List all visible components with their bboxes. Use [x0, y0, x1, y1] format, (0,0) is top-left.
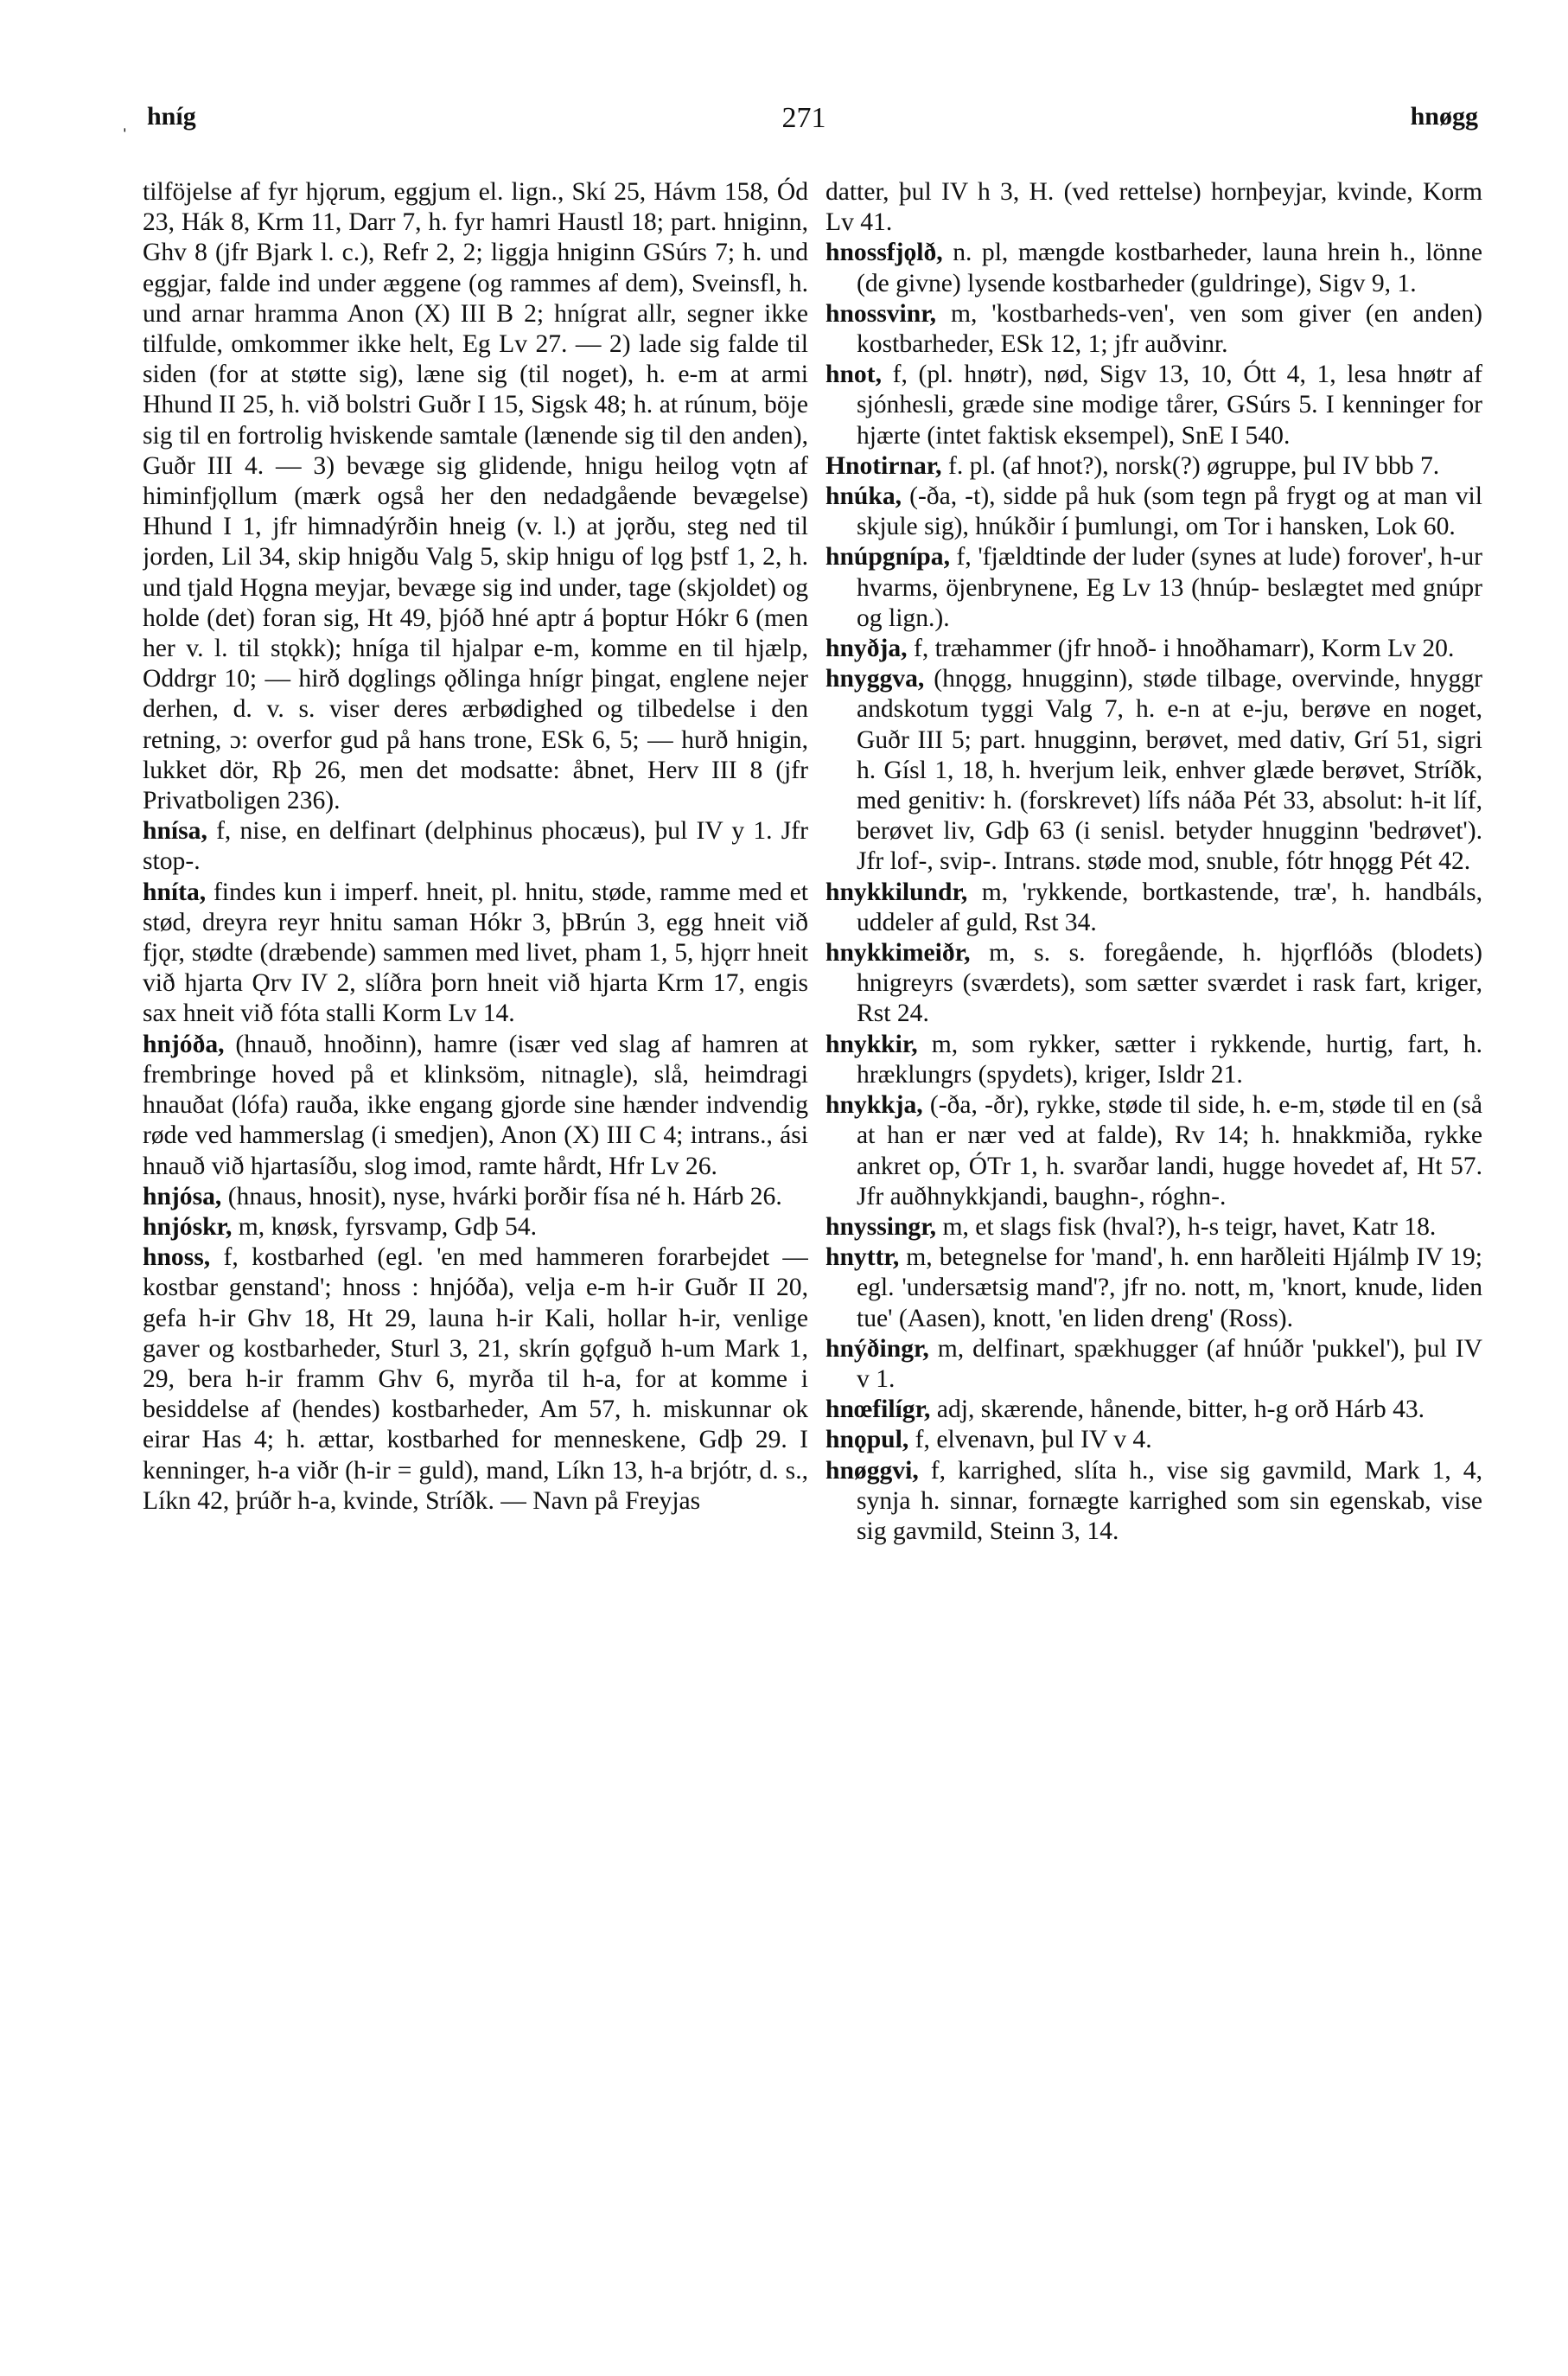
dictionary-entry — [825, 451, 1482, 482]
entry-text: (hnauð, hnoðinn), hamre (især ved slag af hamren at frembringe hoved på et klinksöm, nitnagle), slå, heimdragi hnauðat (lófa) rauða, ikke engang gjorde sine hænder indvendig røde ved hammerslag (i smedjen), Anon (X) III C 4; intrans., ási hnauð við hjartasíðu, slog imod, ramte hårdt, Hfr Lv 26. — [143, 1030, 808, 1180]
dictionary-entry — [825, 1425, 1482, 1455]
dictionary-entry — [825, 938, 1482, 1030]
entry-text: f, nise, en delfinart (delphinus phocæus), þul IV y 1. Jfr stop-. — [143, 817, 808, 876]
headword: hnossvinr, — [825, 299, 937, 328]
dictionary-entry — [825, 299, 1482, 360]
left-guide-word: hníg — [147, 102, 196, 131]
entry-text: f, 'fjældtinde der luder (synes at lude) forover', h-ur hvarms, öjenbrynene, Eg Lv 13 (hnúp- beslægtet med gnúpr og lign.). — [857, 543, 1482, 632]
page-header — [121, 102, 1478, 154]
headword: hnøggvi, — [825, 1456, 919, 1485]
dictionary-entry — [825, 1242, 1482, 1334]
dictionary-entry — [825, 1334, 1482, 1395]
entry-text: (-ða, -t), sidde på huk (som tegn på frygt og at man vil skjule sig), hnúkðir í þumlungi, om Tor i hansken, Lok 60. — [857, 482, 1482, 541]
dictionary-entry — [825, 1395, 1482, 1425]
dictionary-entry — [143, 1182, 808, 1212]
entry-text: findes kun i imperf. hneit, pl. hnitu, støde, ramme med et stød, dreyra reyr hnitu saman Hókr 3, þBrún 3, egg hneit við fjǫr, stødte (dræbende) sammen med livet, pham 1, 5, hjǫrr hneit við hjarta Ǫrv IV 2, slíðra þorn hneit við hjarta Krm 17, engis sax hneit við fóta stalli Korm Lv 14. — [143, 878, 808, 1028]
headword: hnot, — [825, 361, 882, 389]
dictionary-entry — [825, 1030, 1482, 1090]
dictionary-entry — [825, 664, 1482, 877]
right-column — [825, 177, 1482, 2322]
headword: hnyssingr, — [825, 1212, 937, 1241]
headword: hnyggva, — [825, 665, 925, 693]
headword: hnykkir, — [825, 1030, 918, 1058]
entry-text: adj, skærende, hånende, bitter, h-g orð Hárb 43. — [936, 1396, 1425, 1424]
entry-text: m, delfinart, spækhugger (af hnúðr 'pukkel'), þul IV v 1. — [857, 1334, 1482, 1393]
dictionary-entry — [143, 1030, 808, 1182]
entry-text: m, som rykker, sætter i rykkende, hurtig, fart, h. hræklungrs (spydets), kriger, Isldr 21. — [857, 1030, 1482, 1089]
entry-text: f, karrighed, slíta h., vise sig gavmild, Mark 1, 4, synja h. sinnar, fornægte karrighed som sin egenskab, vise sig gavmild, Steinn 3, 14. — [857, 1456, 1482, 1545]
entry-text: (hnaus, hnosit), nyse, hvárki þorðir físa né h. Hárb 26. — [227, 1182, 782, 1210]
entry-text: m, 'rykkende, bortkastende, træ', h. handbáls, uddeler af guld, Rst 34. — [857, 878, 1482, 936]
headword: hnjóskr, — [143, 1212, 233, 1241]
entry-text: f, kostbarhed (egl. 'en med hammeren forarbejdet — kostbar genstand'; hnoss : hnjóða), velja e-m h-ir Guðr II 20, gefa h-ir Ghv 18, Ht 29, launa h-ir Kali, hollar h-ir, venlige gaver og kostbarheder, Sturl 3, 21, skrín gǫfguð h-um Mark 1, 29, bera h-ir framm Ghv 6, myrða til h-a, for at komme i besiddelse af (hendes) kostbarheder, Am 57, h. miskunnar ok eirar Has 4; h. ættar, kostbarhed for menneskene, Gdþ 29. I kenninger, h-a viðr (h-ir = guld), mand, Líkn 13, h-a brjótr, d. s., Líkn 42, þrúðr h-a, kvinde, Stríðk. — Navn på Freyjas — [143, 1243, 808, 1515]
dictionary-entry — [825, 634, 1482, 664]
headword: hnúpgnípa, — [825, 543, 950, 572]
headword: hnjóða, — [143, 1030, 225, 1058]
dictionary-entry — [825, 878, 1482, 938]
entry-text: m, betegnelse for 'mand', h. enn harðleiti Hjálmþ IV 19; egl. 'undersætsig mand'?, jfr no. nott, m, 'knort, knude, liden tue' (Aasen), knott, 'en liden dreng' (Ross). — [857, 1243, 1482, 1332]
dictionary-entry — [825, 1212, 1482, 1242]
entry-text: f, træhammer (jfr hnoð- i hnoðhamarr), Korm Lv 20. — [913, 635, 1455, 663]
dictionary-entry — [825, 238, 1482, 298]
entry-text: (-ða, -ðr), rykke, støde til side, h. e-m, støde til en (så at han er nær ved at falde), Rv 14; h. hnakkmiða, rykke ankret op, ÓTr 1, h. svarðar landi, hugge hovedet af, Ht 57. Jfr auðhnykkjandi, baughn-, róghn-. — [857, 1091, 1482, 1210]
margin-mark: ˌ — [121, 107, 129, 132]
headword: hnykkilundr, — [825, 878, 968, 906]
headword: hnúka, — [825, 482, 902, 511]
entry-text: m, 'kostbarheds-ven', ven som giver (en anden) kostbarheder, ESk 12, 1; jfr auðvinr. — [857, 299, 1482, 359]
left-column — [143, 177, 808, 2322]
entry-text: f. pl. (af hnot?), norsk(?) øgruppe, þul IV bbb 7. — [947, 451, 1440, 480]
dictionary-entry — [825, 1456, 1482, 1548]
dictionary-entry — [825, 482, 1482, 542]
entry-continuation — [143, 177, 808, 816]
headword: hnœfilígr, — [825, 1396, 931, 1424]
headword: Hnotirnar, — [825, 451, 942, 480]
dictionary-entry — [143, 1242, 808, 1517]
entry-text: m, knøsk, fyrsvamp, Gdþ 54. — [238, 1212, 538, 1241]
dictionary-entry — [143, 878, 808, 1030]
dictionary-entry — [825, 542, 1482, 634]
entry-text: f, (pl. hnøtr), nød, Sigv 13, 10, Ótt 4, 1, lesa hnøtr af sjónhesli, græde sine modige tårer, GSúrs 5. I kenninger for hjærte (intet faktisk eksempel), SnE I 540. — [857, 361, 1482, 450]
dictionary-entry — [143, 816, 808, 877]
headword: hnykkimeiðr, — [825, 939, 971, 968]
entry-text: n. pl, mængde kostbarheder, launa hrein h., lönne (de givne) lysende kostbarheder (guldringe), Sigv 9, 1. — [857, 239, 1482, 297]
page-number: 271 — [781, 102, 826, 134]
right-guide-word: hnøgg — [1410, 102, 1478, 131]
dictionary-entry — [143, 1212, 808, 1242]
entry-text: m, s. s. foregående, h. hjǫrflóðs (blodets) hnigreyrs (sværdets), som sætter sværdet i rask fart, kriger, Rst 24. — [857, 939, 1482, 1028]
headword: hnoss, — [143, 1243, 211, 1272]
headword: hnyttr, — [825, 1243, 900, 1272]
headword: hníta, — [143, 878, 207, 906]
headword: hnǫpul, — [825, 1426, 909, 1454]
entry-text: m, et slags fisk (hval?), h-s teigr, havet, Katr 18. — [942, 1212, 1437, 1241]
headword: hnjósa, — [143, 1182, 222, 1210]
headword: hnykkja, — [825, 1091, 923, 1120]
entry-text: f, elvenavn, þul IV v 4. — [915, 1426, 1152, 1454]
dictionary-entry — [825, 360, 1482, 451]
headword: hnossfjǫlð, — [825, 239, 943, 267]
headword: hnyðja, — [825, 635, 908, 663]
entry-text: (hnǫgg, hnugginn), støde tilbage, overvinde, hnyggr andskotum tyggi Valg 7, h. e-n at e-ju, berøve en noget, Guðr III 5; part. hnugginn, berøvet, med dativ, Grí 51, sigri h. Gísl 1, 18, h. hverjum leik, enhver glæde berøvet, Stríðk, med genitiv: h. (forskrevet) lífs náða Pét 33, absolut: h-it líf, berøvet liv, Gdþ 63 (i senisl. betyder hnugginn 'bedrøvet'). Jfr lof-, svip-. Intrans. støde mod, snuble, fótr hnǫgg Pét 42. — [857, 665, 1482, 876]
dictionary-entry — [825, 1090, 1482, 1212]
entry-text: datter, þul IV h 3, H. (ved rettelse) hornþeyjar, kvinde, Korm Lv 41. — [825, 178, 1482, 237]
entry-continuation — [825, 177, 1482, 238]
entry-text: tilföjelse af fyr hjǫrum, eggjum el. lign., Skí 25, Hávm 158, Ód 23, Hák 8, Krm 11, Darr 7, h. fyr hamri Haustl 18; part. hniginn, Ghv 8 (jfr Bjark l. c.), Refr 2, 2; liggja hniginn GSúrs 7; h. und eggjar, falde ind under æggene (og rammes af dem), Sveinsfl, h. und arnar hramma Anon (X) III B 2; hnígrat allr, segner ikke tilfulde, omkommer ikke helt, Eg Lv 27. — 2) lade sig falde til siden (for at støtte sig), læne sig (til noget), h. e-m at armi Hhund II 25, h. við bolstri Guðr I 15, Sigsk 48; h. at rúnum, böje sig til en fortrolig hviskende samtale (lænende sig til den anden), Guðr III 4. — 3) bevæge sig glidende, hnigu heilog vǫtn af himinfjǫllum (mærk også her den nedadgående bevægelse) Hhund I 1, jfr himnadýrðin hneig (v. l.) at jǫrðu, steg ned til jorden, Lil 34, skip hnigðu Valg 5, skip hnigu of lǫg þstf 1, 2, h. und tjald Hǫgna meyjar, bevæge sig ind under, tage (skjoldet) og holde (det) foran sig, Ht 49, þjóð hné aptr á þoptur Hókr 6 (men her v. l. til stǫkk); hníga til hjalpar e-m, komme en til hjælp, Oddrgr 10; — hirð dǫglings ǫðlinga hnígr þingat, englene nejer derhen, d. v. s. viser deres ærbødighed og tilbedelse i den retning, ɔ: overfor gud på hans trone, ESk 6, 5; — hurð hnigin, lukket dör, Rþ 26, men det modsatte: åbnet, Herv III 8 (jfr Privatboligen 236). — [143, 178, 808, 815]
headword: hnýðingr, — [825, 1334, 929, 1363]
headword: hnísa, — [143, 817, 207, 846]
